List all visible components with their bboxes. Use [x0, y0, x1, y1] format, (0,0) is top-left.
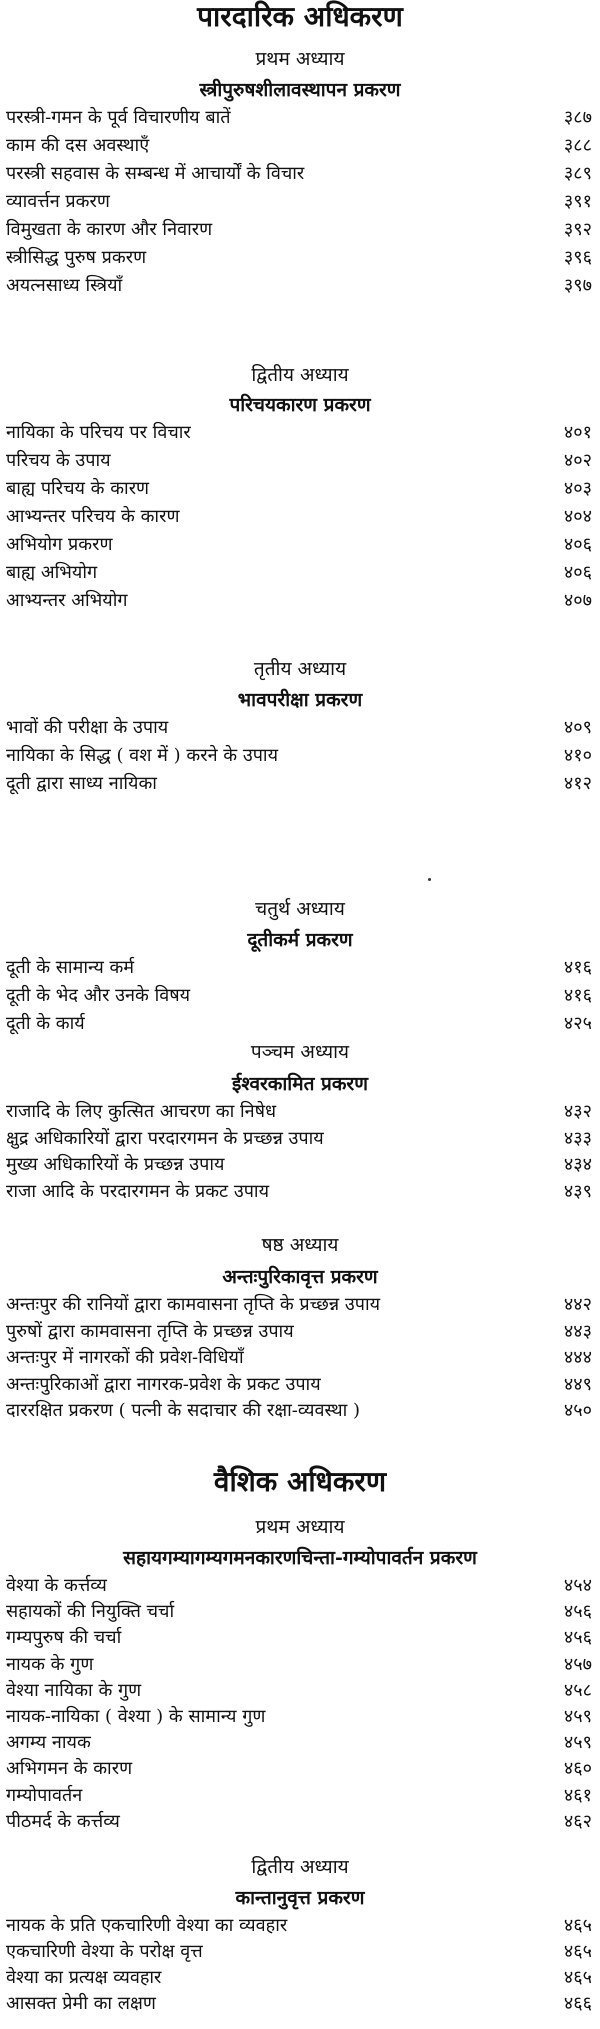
page-number: ४३९ [563, 1180, 592, 1202]
page-number: ४५८ [563, 1679, 592, 1701]
section-title: अन्तःपुरिकावृत्त प्रकरण [222, 1266, 378, 1288]
toc-entry [6, 161, 592, 187]
entry-title: दूती के भेद और उनके विषय [6, 985, 191, 1006]
page-number: ४५४ [563, 1575, 592, 1596]
page-number: ४०१ [563, 422, 592, 443]
toc-entry [6, 1372, 592, 1398]
page-number: ४४२ [563, 1294, 592, 1315]
entry-title: अभियोग प्रकरण [6, 534, 113, 555]
page-number: ४३४ [563, 1154, 592, 1175]
chapter-title: द्वितीय अध्याय [251, 364, 349, 386]
entry-title: राजादि के लिए कुत्सित आचरण का निषेध [6, 1101, 277, 1122]
page-number: ४५७ [563, 1653, 592, 1675]
entry-title: परिचय के उपाय [6, 450, 111, 471]
toc-entry [6, 743, 592, 769]
page-number: ४५६ [563, 1601, 592, 1623]
page-number: ३८८ [563, 135, 592, 156]
entry-title: अगम्य नायक [6, 1732, 91, 1754]
entry-title: आसक्त प्रेमी का लक्षण [6, 1993, 156, 2014]
entry-title: अन्तःपुर में नागरकों की प्रवेश-विधियाँ [6, 1347, 244, 1368]
page-number: ३९१ [563, 191, 592, 212]
toc-entry [6, 715, 592, 741]
page-number: ३८९ [563, 163, 592, 184]
entry-title: दाररक्षित प्रकरण ( पत्नी के सदाचार की रक्षा-व्यवस्था ) [6, 1400, 361, 1421]
toc-entry [6, 1783, 592, 1809]
page-number: ४०६ [563, 562, 592, 583]
toc-entry [6, 1345, 592, 1371]
toc-entry [6, 955, 592, 981]
toc-entry [6, 1678, 592, 1704]
chapter-title: षष्ठ अध्याय [261, 1234, 339, 1256]
toc-entry [6, 1319, 592, 1345]
entry-title: बाह्य परिचय के कारण [6, 478, 150, 499]
entry-title: नायक के गुण [6, 1653, 94, 1675]
entry-title: एकचारिणी वेश्या के परोक्ष वृत्त [6, 1941, 203, 1962]
page-number: ४६२ [563, 1810, 592, 1832]
chapter-title: पञ्चम अध्याय [250, 1041, 350, 1063]
toc-entry [6, 560, 592, 586]
page-number: ४१६ [563, 985, 592, 1006]
toc-entry [6, 1991, 592, 2017]
chapter-title: प्रथम अध्याय [255, 48, 345, 70]
section-title: परिचयकारण प्रकरण [229, 394, 371, 416]
section-title: स्त्रीपुरुषशीलावस्थापन प्रकरण [199, 79, 401, 101]
toc-entry [6, 217, 592, 243]
entry-title: वेश्या का प्रत्यक्ष व्यवहार [6, 1967, 162, 1988]
page-number: ४१६ [563, 957, 592, 978]
toc-entry [6, 1913, 592, 1939]
page-number: ४५० [563, 1400, 592, 1421]
section-title: सहायगम्यागम्यगमनकारणचिन्ता-गम्योपावर्तन प्रकरण [123, 1547, 477, 1569]
entry-title: अयत्नसाध्य स्त्रियाँ [6, 275, 123, 296]
entry-title: नायिका के परिचय पर विचार [6, 422, 191, 443]
entry-title: पुरुषों द्वारा कामवासना तृप्ति के प्रच्छन्न उपाय [6, 1320, 294, 1342]
toc-entry [6, 448, 592, 474]
chapter-title: द्वितीय अध्याय [251, 1856, 349, 1878]
entry-title: गम्यपुरुष की चर्चा [6, 1627, 122, 1649]
page-number: ४६५ [563, 1967, 592, 1988]
section-title: दूतीकर्म प्रकरण [247, 929, 353, 951]
page-number: ३९२ [563, 219, 592, 240]
page-number: ४६६ [563, 1993, 592, 2014]
part-title: पारदारिक अधिकरण [197, 0, 403, 33]
page-number: ३९६ [563, 247, 592, 268]
stray-mark [428, 878, 431, 881]
page-number: ३९७ [563, 275, 592, 296]
entry-title: विमुखता के कारण और निवारण [6, 219, 213, 240]
toc-entry [6, 771, 592, 797]
toc-entry [6, 476, 592, 502]
entry-title: भावों की परीक्षा के उपाय [6, 717, 169, 738]
entry-title: पीठमर्द के कर्त्तव्य [6, 1810, 120, 1832]
entry-title: काम की दस अवस्थाएँ [6, 135, 150, 156]
page-number: ४४९ [563, 1373, 592, 1395]
section-title: ईश्वरकामित प्रकरण [232, 1073, 368, 1095]
toc-entry [6, 1939, 592, 1965]
section-title: कान्तानुवृत्त प्रकरण [235, 1887, 365, 1909]
toc-entry [6, 532, 592, 558]
toc-entry [6, 1652, 592, 1678]
page-number: ४०२ [563, 450, 592, 471]
entry-title: नायक-नायिका ( वेश्या ) के सामान्य गुण [6, 1706, 266, 1727]
chapter-title: प्रथम अध्याय [255, 1516, 345, 1538]
page-number: ३८७ [563, 107, 592, 128]
chapter-title: चतुर्थ अध्याय [255, 898, 345, 920]
toc-entry [6, 420, 592, 446]
entry-title: बाह्य अभियोग [6, 562, 98, 583]
entry-title: नायक के प्रति एकचारिणी वेश्या का व्यवहार [6, 1915, 288, 1936]
toc-entry [6, 1756, 592, 1782]
entry-title: आभ्यन्तर अभियोग [6, 590, 128, 611]
entry-title: व्यावर्त्तन प्रकरण [6, 191, 110, 212]
toc-entry [6, 1011, 592, 1037]
page-number: ४४३ [563, 1320, 592, 1342]
section-title: भावपरीक्षा प्रकरण [237, 689, 363, 711]
toc-entry [6, 1599, 592, 1625]
page-number: ४५६ [563, 1627, 592, 1649]
entry-title: गम्योपावर्तन [6, 1784, 83, 1806]
toc-entry [6, 133, 592, 159]
entry-title: अभिगमन के कारण [6, 1758, 133, 1780]
entry-title: दूती के सामान्य कर्म [6, 957, 135, 978]
toc-entry [6, 105, 592, 131]
entry-title: सहायकों की नियुक्ति चर्चा [6, 1601, 175, 1623]
entry-title: परस्त्री सहवास के सम्बन्ध में आचार्यों के विचार [6, 163, 305, 184]
page-number: ४५९ [563, 1706, 592, 1727]
page-number: ४१२ [563, 773, 592, 794]
page-number: ४४४ [563, 1347, 592, 1368]
page-number: ४६५ [563, 1941, 592, 1962]
page-number: ४३२ [563, 1101, 592, 1122]
toc-entry [6, 1573, 592, 1599]
entry-title: वेश्या के कर्त्तव्य [6, 1575, 107, 1596]
entry-title: अन्तःपुरिकाओं द्वारा नागरक-प्रवेश के प्रकट उपाय [6, 1373, 321, 1395]
page-number: ४०६ [563, 534, 592, 555]
entry-title: वेश्या नायिका के गुण [6, 1679, 142, 1701]
entry-title: राजा आदि के परदारगमन के प्रकट उपाय [6, 1180, 270, 1202]
chapter-title: तृतीय अध्याय [253, 658, 347, 680]
toc-entry [6, 1965, 592, 1991]
toc-entry [6, 1292, 592, 1318]
page-number: ४३३ [563, 1127, 592, 1149]
entry-title: दूती द्वारा साध्य नायिका [6, 773, 157, 794]
toc-entry [6, 1179, 592, 1205]
entry-title: परस्त्री-गमन के पूर्व विचारणीय बातें [6, 107, 231, 128]
toc-entry [6, 1152, 592, 1178]
page-number: ४६५ [563, 1915, 592, 1936]
entry-title: मुख्य अधिकारियों के प्रच्छन्न उपाय [6, 1154, 225, 1175]
entry-title: क्षुद्र अधिकारियों द्वारा परदारगमन के प्रच्छन्न उपाय [6, 1127, 324, 1149]
toc-entry [6, 983, 592, 1009]
page-number: ४६० [563, 1758, 592, 1780]
toc-entry [6, 189, 592, 215]
page-number: ४०७ [563, 590, 592, 611]
page-number: ४०३ [563, 478, 592, 499]
entry-title: अन्तःपुर की रानियों द्वारा कामवासना तृप्ति के प्रच्छन्न उपाय [6, 1294, 381, 1315]
toc-entry [6, 1099, 592, 1125]
page-number: ४०९ [563, 717, 592, 738]
page-number: ४०४ [563, 506, 592, 527]
toc-entry [6, 1625, 592, 1651]
toc-entry [6, 1809, 592, 1835]
toc-entry [6, 1704, 592, 1730]
part-title: वैशिक अधिकरण [213, 1465, 387, 1498]
entry-title: आभ्यन्तर परिचय के कारण [6, 506, 180, 527]
toc-entry [6, 273, 592, 299]
page-number: ४५९ [563, 1732, 592, 1754]
entry-title: नायिका के सिद्ध ( वश में ) करने के उपाय [6, 745, 279, 766]
page-number: ४२५ [563, 1013, 592, 1034]
entry-title: दूती के कार्य [6, 1013, 85, 1034]
toc-entry [6, 245, 592, 271]
toc-entry [6, 1126, 592, 1152]
toc-entry [6, 588, 592, 614]
toc-entry [6, 1730, 592, 1756]
entry-title: स्त्रीसिद्ध पुरुष प्रकरण [6, 247, 147, 268]
toc-entry [6, 504, 592, 530]
page-number: ४१० [563, 745, 592, 766]
toc-entry [6, 1398, 592, 1424]
page-number: ४६१ [563, 1784, 592, 1806]
